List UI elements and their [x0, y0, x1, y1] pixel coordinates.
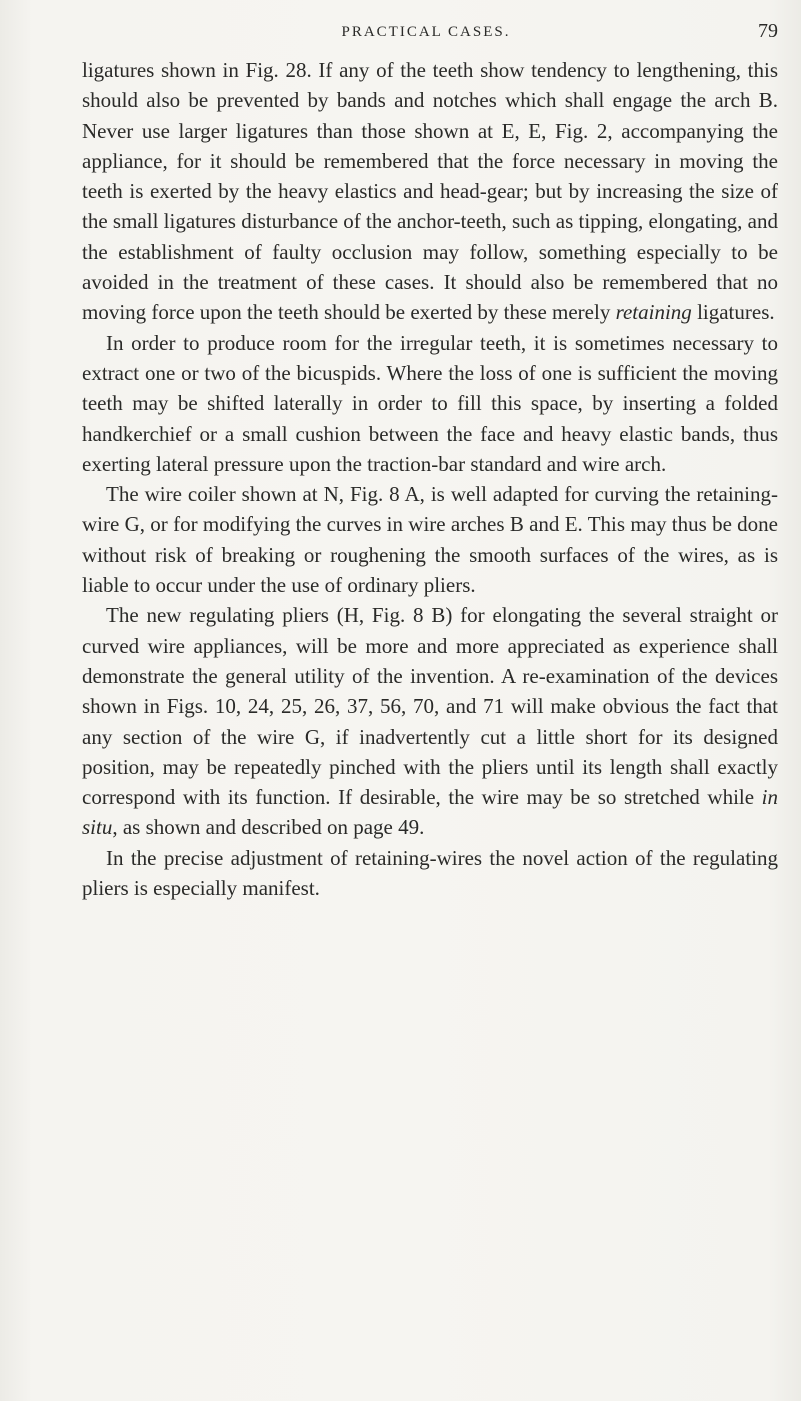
paragraph-5: In the precise adjustment of retaining-wires the novel action of the regulating pliers is especially manifest.	[82, 845, 778, 901]
paragraph-1-text-end: ligatures.	[691, 300, 775, 325]
running-head	[74, 18, 778, 48]
body-text	[82, 55, 778, 903]
paragraph-2: In order to produce room for the irregular teeth, it is sometimes necessary to extract one or two of the bicuspids. Where the loss of one is sufficient the moving teeth may be shifted laterally in order to fill this space, by inserting a folded handkerchief or a small cushion between the face and heavy elastic bands, thus exerting lateral pressure upon the traction-bar standard and wire arch.	[82, 330, 778, 476]
running-head-title: PRACTICAL CASES.	[341, 24, 511, 40]
paragraph-4	[82, 600, 778, 842]
paragraph-1-text: ligatures shown in Fig. 28. If any of the teeth show tendency to lengthening, this should also be prevented by bands and notches which shall engage the arch B. Never use larger ligatures than those shown at E, E, Fig. 2, accompanying the appliance, for it should be remembered that the force necessary in moving the teeth is exerted by the heavy elastics and head-gear; but by increasing the size of the small ligatures disturbance of the anchor-teeth, such as tipping, elongating, and the establishment of faulty occlusion may follow, something especially to be avoided in the treatment of these cases. It should also be remembered that no moving force upon the teeth should be exerted by these merely	[82, 58, 778, 325]
paragraph-3: The wire coiler shown at N, Fig. 8 A, is well adapted for curving the retaining-wire G, or for modifying the curves in wire arches B and E. This may thus be done without risk of breaking or roughening the smooth surfaces of the wires, as is liable to occur under the use of ordinary pliers.	[82, 482, 778, 598]
paragraph-1	[82, 55, 778, 328]
paragraph-4-text-end: , as shown and described on page 49.	[112, 815, 425, 840]
paragraph-1-emphasis: retaining	[615, 300, 692, 325]
paragraph-4-emphasis: in situ	[82, 785, 778, 840]
paragraph-4-text: The new regulating pliers (H, Fig. 8 B) for elongating the several straight or curved wire appliances, will be more and more appreciated as experience shall demonstrate the general utility of the invention. A re-examination of the devices shown in Figs. 10, 24, 25, 26, 37, 56, 70, and 71 will make obvious the fact that any section of the wire G, if inadvertently cut a little short for its designed position, may be repeatedly pinched with the pliers until its length shall exactly correspond with its function. If desirable, the wire may be so stretched while	[82, 603, 778, 810]
page-number: 79	[758, 20, 778, 42]
